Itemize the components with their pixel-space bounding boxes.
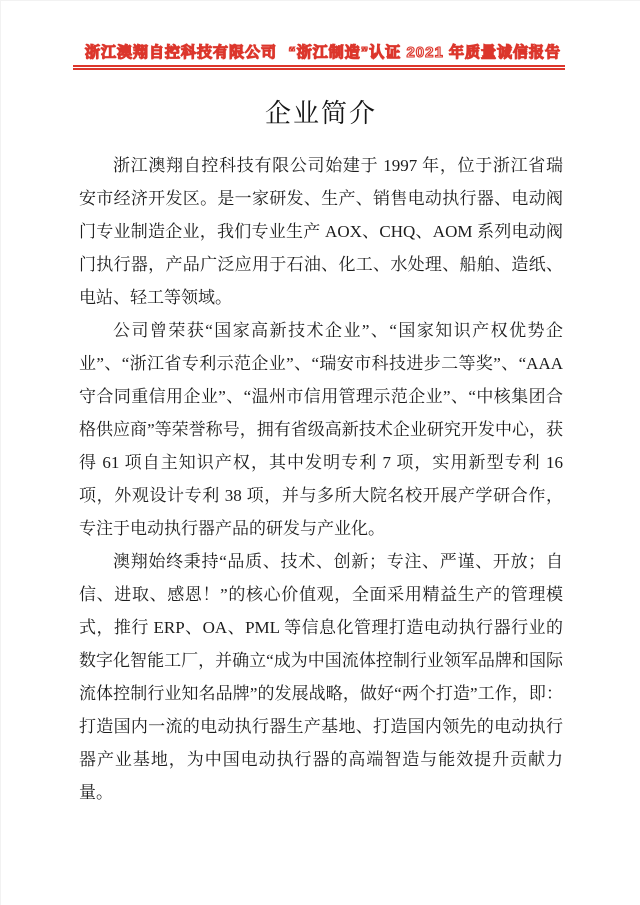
honors-paragraph: 公司曾荣获“国家高新技术企业”、“国家知识产权优势企业”、“浙江省专利示范企业”、“瑞安市科技进步二等奖”、“AAA 守合同重信用企业”、“温州市信用管理示范企业”、“中核集团合格供应商”等荣誉称号，拥有省级高新技术企业研究开发中心，获得 61 项自主知识产权，其中发明专利 7 项，实用新型专利 16 项，外观设计专利 38 项，并与多所大院名校开展产学研合作，专注于电动执行器产品的研发与产业化。 [79,321,563,538]
page-header [73,41,565,70]
header-report-title: “浙江制造”认证 2021 年质量诚信报告 [288,44,561,61]
header-company-name: 浙江澳翔自控科技有限公司 [85,44,278,61]
intro-paragraph: 浙江澳翔自控科技有限公司始建于 1997 年，位于浙江省瑞安市经济开发区。是一家研发、生产、销售电动执行器、电动阀门专业制造企业，我们专业生产 AOX、CHQ、AOM 系列电动阀门执行器，产品广泛应用于石油、化工、水处理、船舶、造纸、电站、轻工等领域。 [79,156,563,307]
page-title: 企业简介 [264,98,377,128]
document-body [79,149,563,809]
values-paragraph: 澳翔始终秉持“品质、技术、创新；专注、严谨、开放；自信、进取、感恩！”的核心价值观，全面采用精益生产的管理模式，推行 ERP、OA、PML 等信息化管理打造电动执行器行业的数字化智能工厂，并确立“成为中国流体控制行业领军品牌和国际流体控制行业知名品牌”的发展战略，做好“两个打造”工作，即：打造国内一流的电动执行器生产基地、打造国内领先的电动执行器产业基地，为中国电动执行器的高端智造与能效提升贡献力量。 [79,552,563,802]
